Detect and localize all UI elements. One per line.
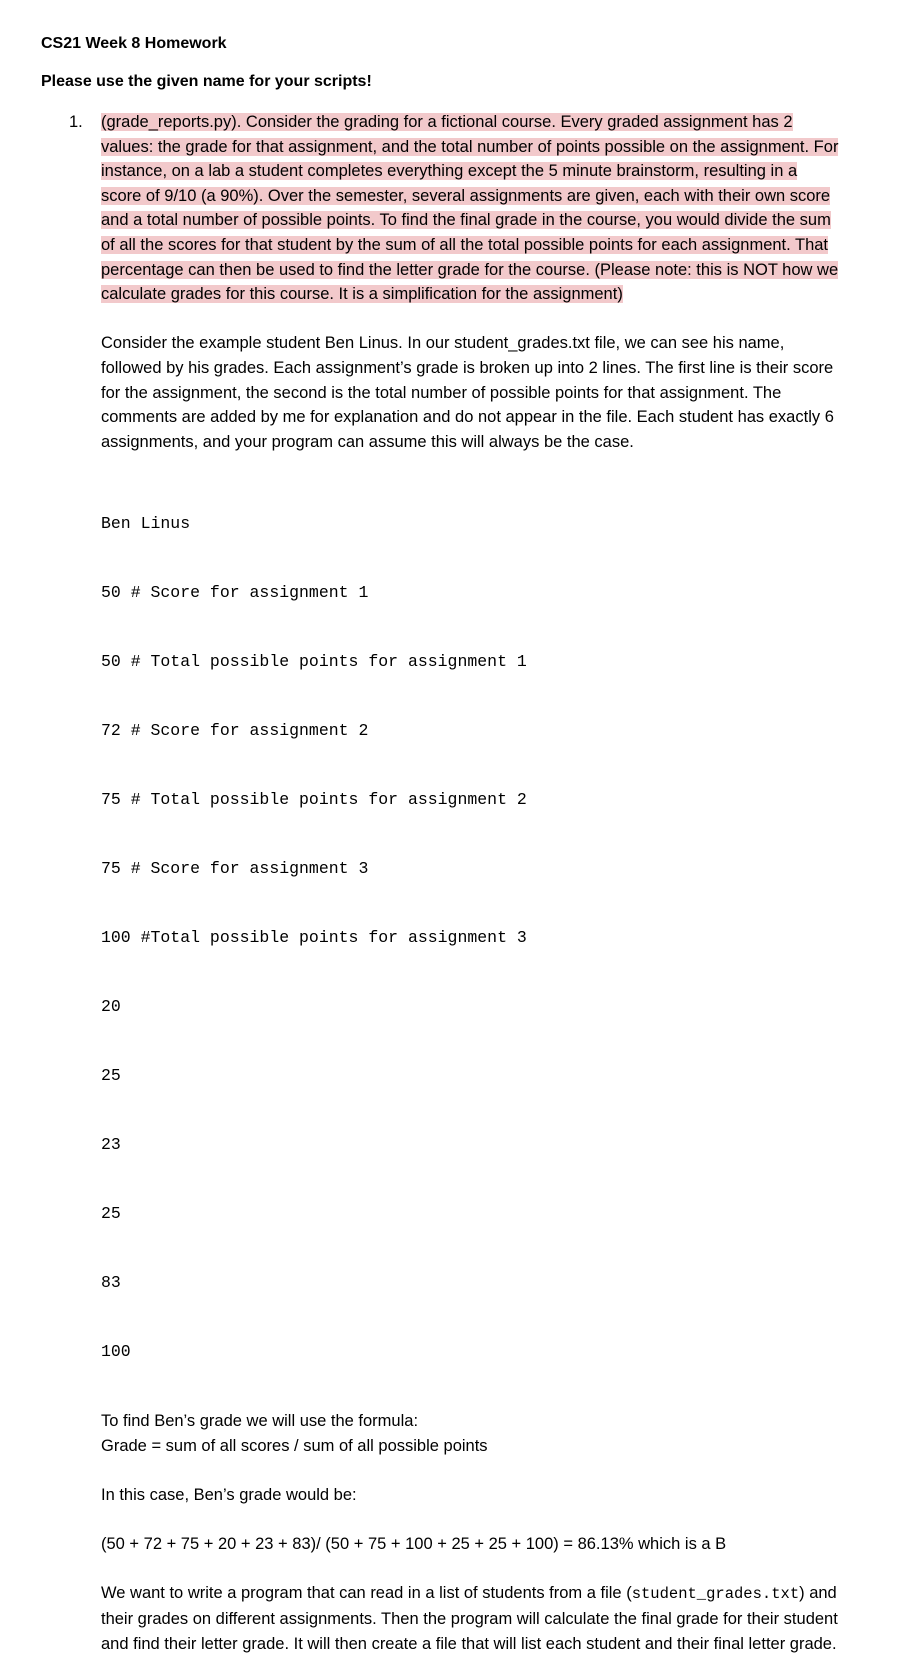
code-line: 50 # Total possible points for assignment 1 [101, 652, 527, 672]
case-intro: In this case, Ben’s grade would be: [101, 1486, 357, 1505]
code-line: 23 [101, 1135, 121, 1155]
code-line: 20 [101, 997, 121, 1017]
instruction-text: Please use the given name for your scripts! [41, 73, 372, 90]
example-paragraph: Consider the example student Ben Linus. In our student_grades.txt file, we can see his name, followed by his grades. Each assignment’s grade is broken up into 2 lines. The first line is their score for the assignment, the second is the total number of possible points for that assignment. The comments are added by me for explanation and do not appear in the file. Each student has exactly 6 assignments, and your program can assume this will always be the case. [101, 334, 834, 451]
closing-text-start: We want to write a program that can read in a list of students from a file ( [101, 1584, 632, 1603]
code-sample [101, 466, 841, 1409]
code-line: 100 #Total possible points for assignment 3 [101, 928, 527, 948]
code-line: Ben Linus [101, 514, 191, 534]
problem-number: 1. [69, 113, 83, 131]
calculation: (50 + 72 + 75 + 20 + 23 + 83)/ (50 + 75 + 100 + 25 + 25 + 100) = 86.13% which is a B [101, 1535, 727, 1554]
code-line: 25 [101, 1204, 121, 1224]
code-line: 72 # Score for assignment 2 [101, 721, 369, 741]
code-line: 75 # Score for assignment 3 [101, 859, 369, 879]
filename-code: student_grades.txt [631, 1585, 800, 1604]
code-line: 25 [101, 1066, 121, 1086]
highlighted-paragraph [101, 110, 841, 307]
closing-paragraph [101, 1581, 841, 1656]
code-line: 83 [101, 1273, 121, 1293]
problem-content [101, 110, 841, 1656]
page-title: CS21 Week 8 Homework [41, 35, 227, 52]
formula-intro: To find Ben’s grade we will use the formula: [101, 1412, 419, 1431]
code-line: 50 # Score for assignment 1 [101, 583, 369, 603]
code-line: 100 [101, 1342, 131, 1362]
closing-text-end: ) and their grades on different assignments. Then the program will calculate the final grade for their student and find their letter grade. It will then create a file that will list each student and their final letter grade. [101, 1584, 838, 1653]
highlight-text: (grade_reports.py). Consider the grading for a fictional course. Every graded assignment has 2 values: the grade for that assignment, and the total number of points possible on the assignment. For instance, on a lab a student completes everything except the 5 minute brainstorm, resulting in a score of 9/10 (a 90%). Over the semester, several assignments are given, each with their own score and a total number of possible points. To find the final grade in the course, you would divide the sum of all the scores for that student by the sum of all the total possible points for each assignment. That percentage can then be used to find the letter grade for the course. (Please note: this is NOT how we calculate grades for this course. It is a simplification for the assignment) [101, 113, 839, 304]
code-line: 75 # Total possible points for assignment 2 [101, 790, 527, 810]
formula: Grade = sum of all scores / sum of all possible points [101, 1436, 488, 1455]
